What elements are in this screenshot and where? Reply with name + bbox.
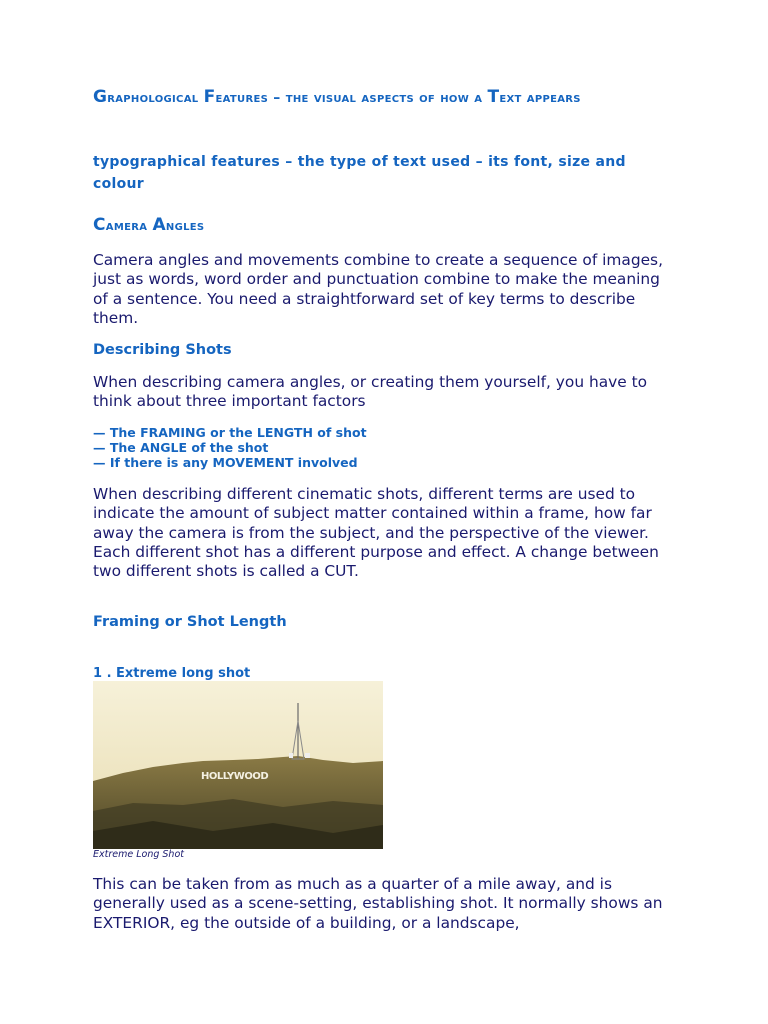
- intro-paragraph: Camera angles and movements combine to create a sequence of images, just as words, word order and punctuation combine to make the meaning of a sentence. You need a straightforward set of key terms to describe them.: [93, 251, 663, 327]
- section-word: ngles: [165, 218, 205, 234]
- hollywood-hills-photo: [93, 681, 383, 849]
- heading-initial: G: [93, 87, 108, 107]
- heading-initial: F: [203, 87, 216, 107]
- factor-item: — The FRAMING or the LENGTH of shot: [93, 425, 367, 440]
- heading-initial: T: [487, 87, 500, 107]
- heading-text: – the visual aspects of how a: [268, 90, 488, 106]
- hollywood-sign: HOLLYWOOD: [201, 771, 269, 782]
- cinematic-paragraph: When describing different cinematic shots, different terms are used to indicate the amount of subject matter contained within a frame, how far away the camera is from the subject, and the perspective of the viewer. Each different shot has a different purpose and effect. A change between two different shots is called a CUT.: [93, 485, 659, 581]
- factors-list: [93, 425, 367, 470]
- image-caption: Extreme Long Shot: [93, 849, 184, 860]
- extreme-long-shot-paragraph: This can be taken from as much as a quarter of a mile away, and is generally used as a scene-setting, establishing shot. It normally shows an EXTERIOR, eg the outside of a building, or a landscape,: [93, 875, 663, 932]
- heading-word: raphological: [107, 90, 199, 106]
- framing-heading: Framing or Shot Length: [93, 614, 287, 630]
- heading-word: ext appears: [499, 90, 581, 106]
- extreme-long-shot-heading: 1 . Extreme long shot: [93, 666, 251, 681]
- describing-paragraph: When describing camera angles, or creating them yourself, you have to think about three important factors: [93, 373, 648, 411]
- sub-heading: typographical features – the type of text used – its font, size and colour: [93, 154, 626, 192]
- describing-shots-heading: Describing Shots: [93, 342, 232, 358]
- section-initial: A: [152, 215, 166, 235]
- section-word: amera: [105, 218, 148, 234]
- factor-item: — The ANGLE of the shot: [93, 440, 269, 455]
- section-heading: [93, 214, 204, 237]
- hollywood-photo-svg: [93, 681, 383, 849]
- section-initial: C: [93, 215, 106, 235]
- main-heading: [93, 86, 673, 109]
- tower-building: [305, 753, 310, 758]
- factor-item: — If there is any MOVEMENT involved: [93, 455, 358, 470]
- tower-building: [289, 753, 293, 758]
- heading-word: eatures: [215, 90, 269, 106]
